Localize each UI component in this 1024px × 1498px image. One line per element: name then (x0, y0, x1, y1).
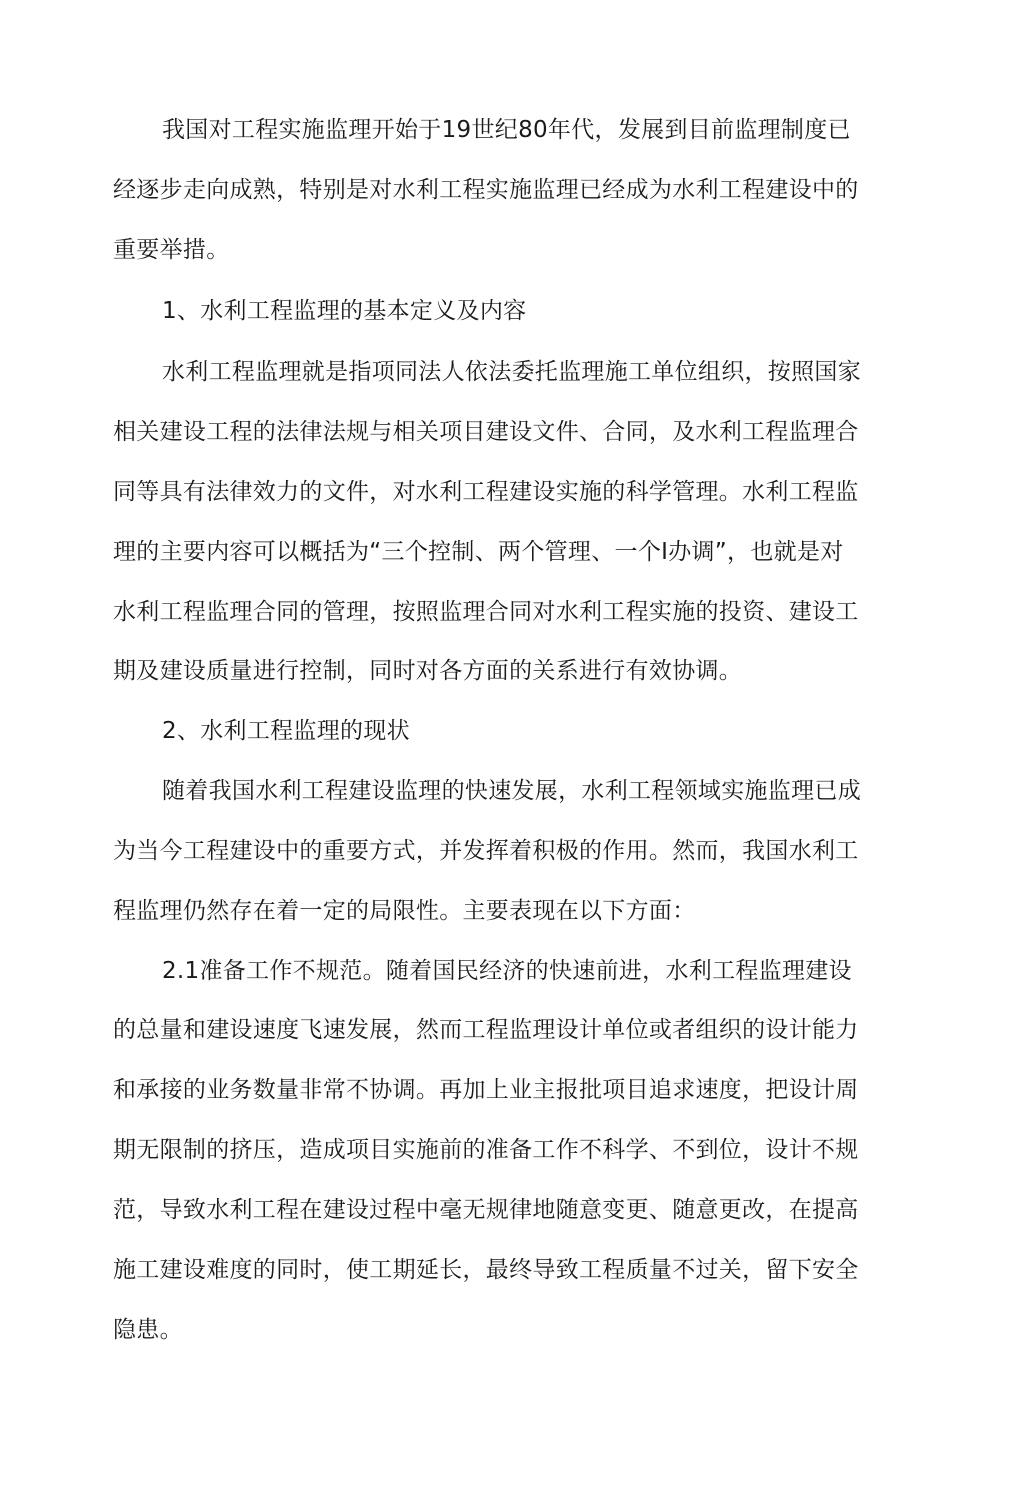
section-heading: 2、水利工程监理的现状 (162, 718, 410, 744)
paragraph-line: 隐患。 (113, 1317, 183, 1343)
paragraph-line: 范，导致水利工程在建设过程中毫无规律地随意变更、随意更改，在提高 (113, 1197, 859, 1223)
paragraph-line: 施工建设难度的同时，使工期延长，最终导致工程质量不过关，留下安全 (113, 1257, 859, 1283)
section-heading: 1、水利工程监理的基本定义及内容 (162, 298, 527, 324)
paragraph-line: 相关建设工程的法律法规与相关项目建设文件、合同，及水利工程监理合 (113, 419, 859, 445)
paragraph-line: 重要举措。 (113, 237, 230, 263)
paragraph-line: 和承接的业务数量非常不协调。再加上业主报批项目追求速度，把设计周 (113, 1077, 859, 1103)
paragraph-line: 随着我国水利工程建设监理的快速发展，水利工程领域实施监理已成 (162, 778, 861, 804)
paragraph-line: 同等具有法律效力的文件，对水利工程建设实施的科学管理。水利工程监 (113, 479, 859, 505)
paragraph-line: 水利工程监理合同的管理，按照监理合同对水利工程实施的投资、建设工 (113, 599, 859, 625)
paragraph-line: 理的主要内容可以概括为“三个控制、两个管理、一个I办调”，也就是对 (113, 539, 844, 565)
paragraph-line: 为当今工程建设中的重要方式，并发挥着积极的作用。然而，我国水利工 (113, 838, 859, 864)
paragraph-line: 我国对工程实施监理开始于19世纪80年代，发展到目前监理制度已 (162, 117, 851, 143)
paragraph-line: 期无限制的挤压，造成项目实施前的准备工作不科学、不到位，设计不规 (113, 1137, 859, 1163)
paragraph-line: 2.1准备工作不规范。随着国民经济的快速前进，水利工程监理建设 (162, 958, 852, 984)
paragraph-line: 程监理仍然存在着一定的局限性。主要表现在以下方面： (113, 898, 696, 924)
paragraph-line: 水利工程监理就是指项同法人依法委托监理施工单位组织，按照国家 (162, 359, 861, 385)
paragraph-line: 的总量和建设速度飞速发展，然而工程监理设计单位或者组织的设计能力 (113, 1017, 859, 1043)
paragraph-line: 经逐步走向成熟，特别是对水利工程实施监理已经成为水利工程建设中的 (113, 177, 859, 203)
paragraph-line: 期及建设质量进行控制，同时对各方面的关系进行有效协调。 (113, 658, 743, 684)
